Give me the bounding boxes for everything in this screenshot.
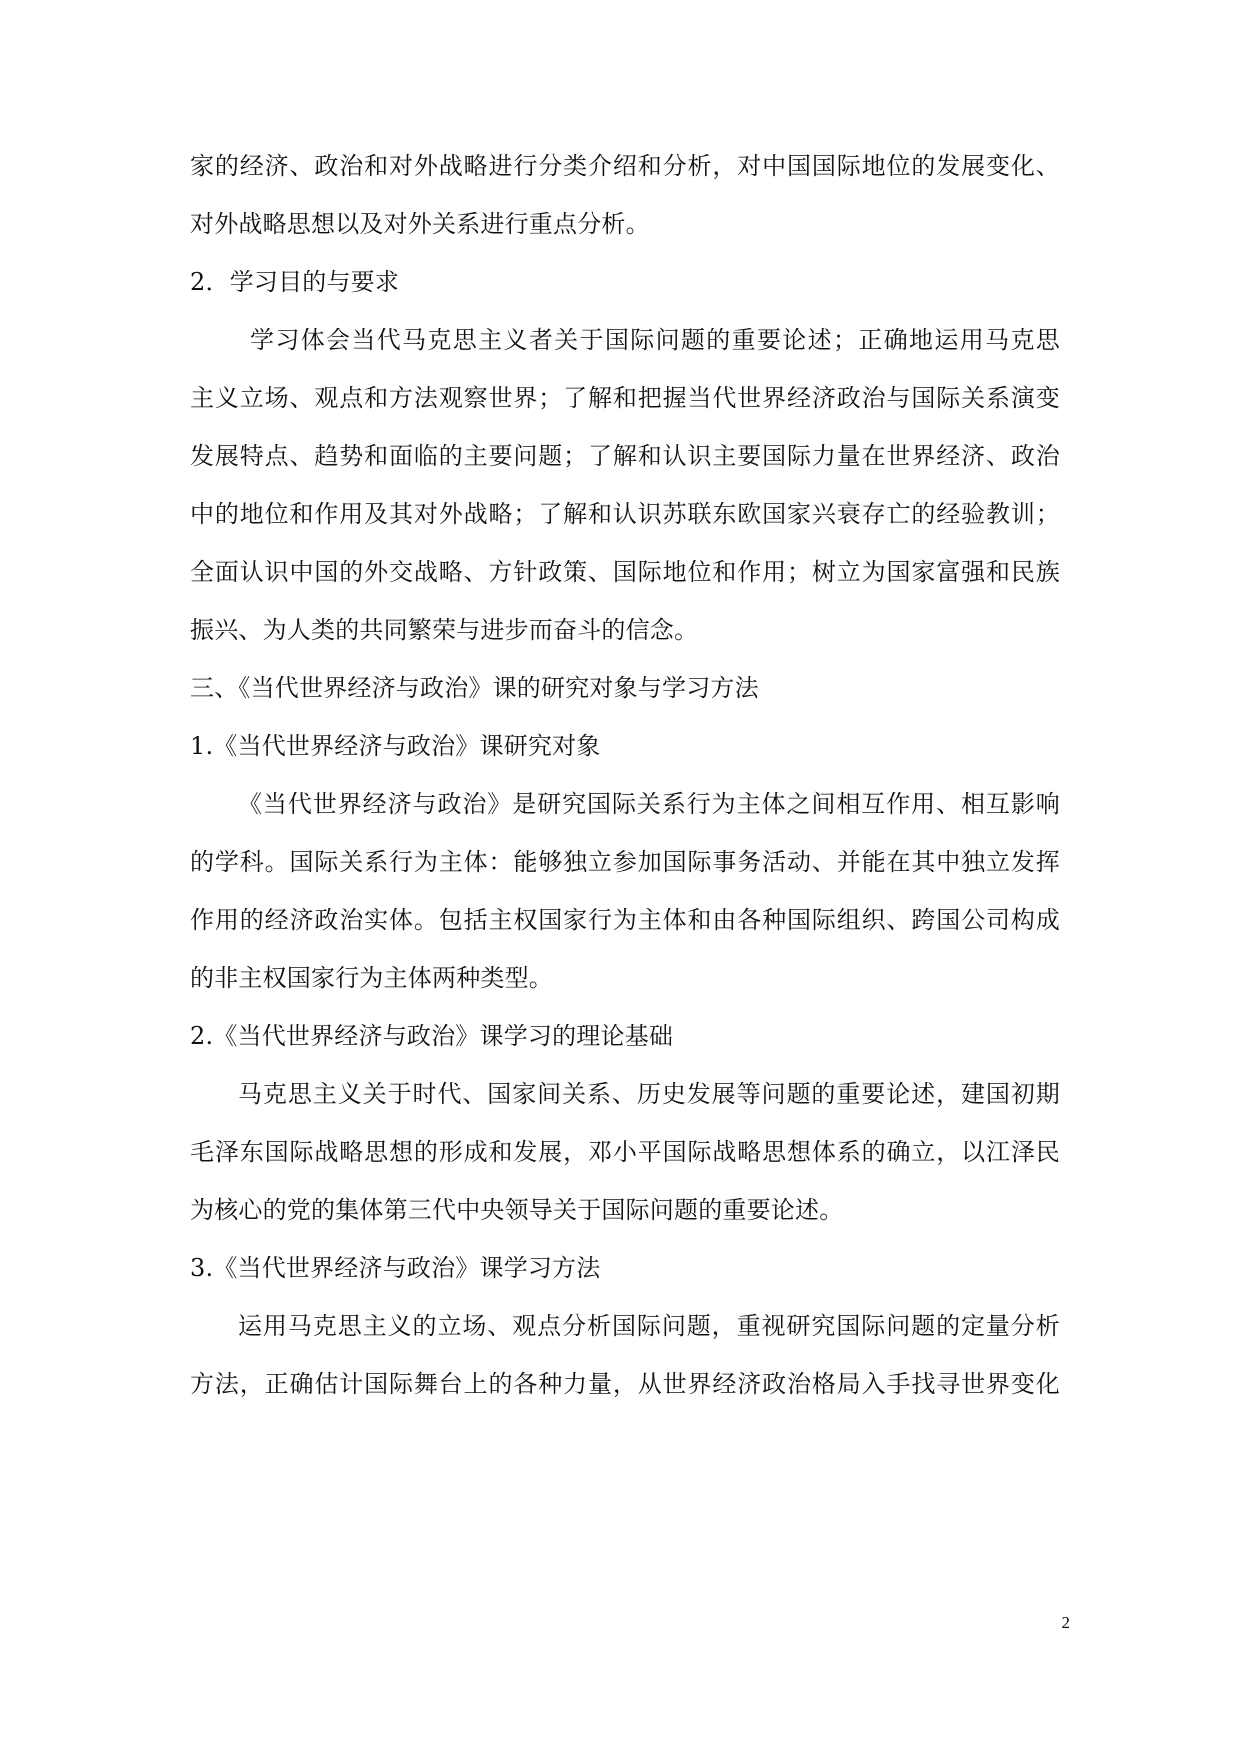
paragraph-line-1: 家的经济、政治和对外战略进行分类介绍和分析，对中国国际地位的发展变化、 [190,152,1060,180]
paragraph-line-17: 马克思主义关于时代、国家间关系、历史发展等问题的重要论述，建国初期 [238,1080,1060,1108]
paragraph-line-12: 《当代世界经济与政治》是研究国际关系行为主体之间相互作用、相互影响 [238,790,1060,818]
paragraph-line-21: 运用马克思主义的立场、观点分析国际问题，重视研究国际问题的定量分析 [238,1312,1060,1340]
paragraph-line-18: 毛泽东国际战略思想的形成和发展，邓小平国际战略思想体系的确立，以江泽民 [190,1138,1060,1166]
paragraph-line-8: 全面认识中国的外交战略、方针政策、国际地位和作用；树立为国家富强和民族 [190,558,1060,586]
paragraph-line-14: 作用的经济政治实体。包括主权国家行为主体和由各种国际组织、跨国公司构成 [190,906,1060,934]
paragraph-line-9: 振兴、为人类的共同繁荣与进步而奋斗的信念。 [190,616,699,644]
paragraph-line-6: 发展特点、趋势和面临的主要问题；了解和认识主要国际力量在世界经济、政治 [190,442,1060,470]
subheading-study-methods: 3.《当代世界经济与政治》课学习方法 [190,1254,601,1282]
paragraph-line-2: 对外战略思想以及对外关系进行重点分析。 [190,210,650,238]
subheading-theoretical-basis: 2.《当代世界经济与政治》课学习的理论基础 [190,1022,674,1050]
section-heading-study-goals: 2．学习目的与要求 [190,268,400,296]
paragraph-line-19: 为核心的党的集体第三代中央领导关于国际问题的重要论述。 [190,1196,844,1224]
paragraph-line-13: 的学科。国际关系行为主体：能够独立参加国际事务活动、并能在其中独立发挥 [190,848,1060,876]
section-heading-research-object: 三、《当代世界经济与政治》课的研究对象与学习方法 [190,674,759,702]
paragraph-line-4: 学习体会当代马克思主义者关于国际问题的重要论述；正确地运用马克思 [250,326,1060,354]
paragraph-line-22: 方法，正确估计国际舞台上的各种力量，从世界经济政治格局入手找寻世界变化 [190,1370,1060,1398]
paragraph-line-15: 的非主权国家行为主体两种类型。 [190,964,553,992]
paragraph-line-7: 中的地位和作用及其对外战略；了解和认识苏联东欧国家兴衰存亡的经验教训； [190,500,1060,528]
subheading-research-object: 1.《当代世界经济与政治》课研究对象 [190,732,601,760]
page-number: 2 [1061,1613,1070,1632]
paragraph-line-5: 主义立场、观点和方法观察世界；了解和把握当代世界经济政治与国际关系演变 [190,384,1060,412]
